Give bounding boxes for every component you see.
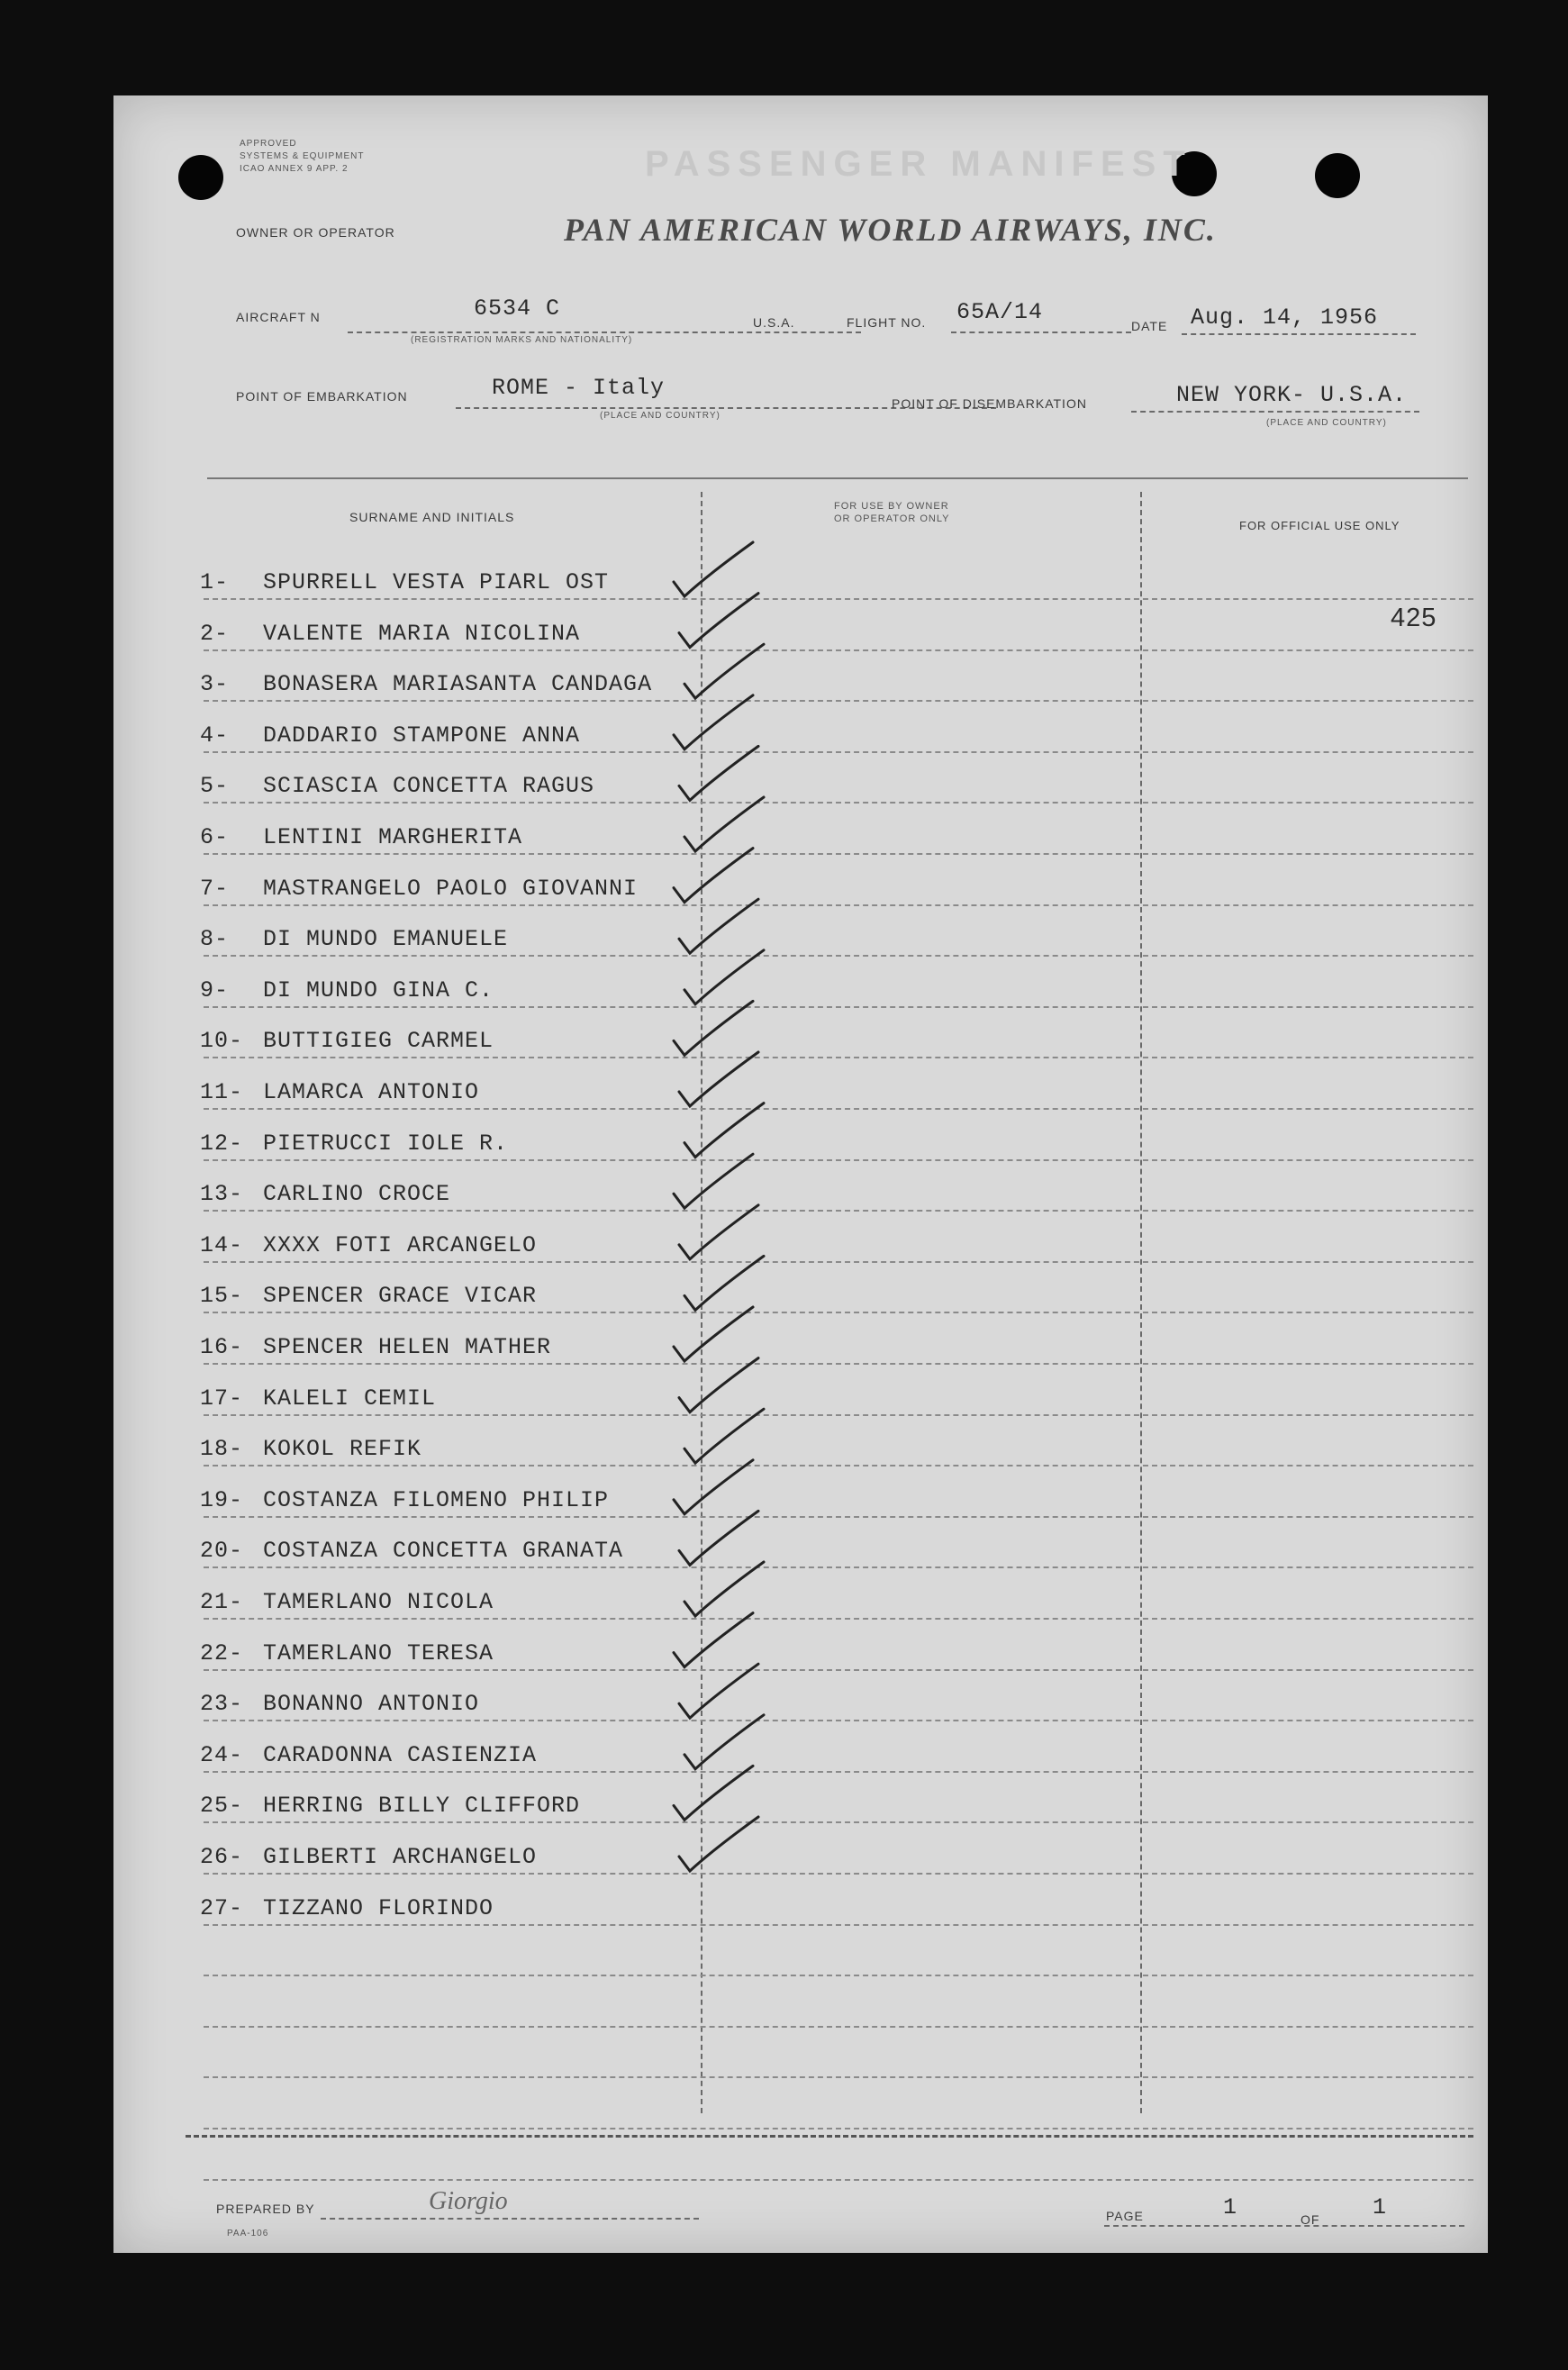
passenger-number: 26- [200,1844,244,1870]
passenger-number: 4- [200,722,230,749]
passenger-name: TAMERLANO TERESA [263,1639,494,1666]
col-owner-use-1: FOR USE BY OWNER [834,501,949,512]
prepared-label: PREPARED BY [216,2202,315,2216]
check-mark [674,1766,753,1820]
passenger-name: KOKOL REFIK [263,1436,422,1463]
check-mark [679,1358,758,1412]
passenger-number: 1- [200,569,230,595]
passenger-name: BONANNO ANTONIO [263,1691,480,1718]
passenger-name: BUTTIGIEG CARMEL [263,1028,494,1055]
passenger-number: 12- [200,1130,244,1157]
check-mark [679,746,758,800]
date-label: DATE [1131,319,1168,333]
passenger-number: 8- [200,926,230,953]
passenger-number: 18- [200,1436,244,1463]
passenger-name: PIETRUCCI IOLE R. [263,1130,509,1157]
passenger-name: TAMERLANO NICOLA [263,1589,494,1615]
aircraft-sublabel: (REGISTRATION MARKS AND NATIONALITY) [411,335,633,345]
disembark-sublabel: (PLACE AND COUNTRY) [1266,418,1387,428]
check-mark [674,1307,753,1361]
approval-stamp-1: APPROVED [240,139,297,149]
of-label: OF [1301,2212,1320,2227]
passenger-number: 15- [200,1283,244,1310]
prepared-underline [321,2218,699,2220]
handwritten-checkmarks [113,95,1488,2253]
passenger-name: GILBERTI ARCHANGELO [263,1844,538,1870]
embark-sublabel: (PLACE AND COUNTRY) [600,411,721,421]
check-mark [684,1409,764,1463]
passenger-number: 20- [200,1538,244,1565]
check-mark [684,644,764,698]
usa-label: U.S.A. [753,315,795,330]
passenger-name: XXXX FOTI ARCANGELO [263,1231,538,1258]
check-mark [674,1613,753,1667]
disembark-label: POINT OF DISEMBARKATION [892,396,1087,411]
page-label: PAGE [1106,2209,1144,2223]
official-number: 425 [1391,604,1437,632]
approval-stamp-3: ICAO ANNEX 9 APP. 2 [240,164,349,174]
passenger-number: 11- [200,1079,244,1105]
approval-stamp-2: SYSTEMS & EQUIPMENT [240,151,365,161]
passenger-number: 3- [200,671,230,698]
check-mark [674,1001,753,1055]
passenger-name: DI MUNDO GINA C. [263,976,494,1003]
passenger-name: CARADONNA CASIENZIA [263,1741,538,1768]
passenger-name: COSTANZA CONCETTA GRANATA [263,1538,624,1565]
passenger-number: 24- [200,1741,244,1768]
disembark-value: NEW YORK- U.S.A. [1176,382,1408,408]
passenger-number: 17- [200,1385,244,1412]
embark-label: POINT OF EMBARKATION [236,389,408,404]
passenger-name: KALELI CEMIL [263,1385,437,1412]
flight-value: 65A/14 [956,299,1044,325]
flight-label: FLIGHT NO. [847,315,927,330]
owner-value: PAN AMERICAN WORLD AIRWAYS, INC. [564,212,1217,248]
form-code: PAA-106 [227,2229,269,2238]
passenger-name: LAMARCA ANTONIO [263,1079,480,1105]
check-mark [679,1511,758,1565]
check-mark [679,899,758,953]
embark-value: ROME - Italy [492,375,666,401]
of-value: 1 [1373,2194,1388,2220]
check-mark [684,1715,764,1769]
passenger-number: 22- [200,1639,244,1666]
passenger-number: 6- [200,824,230,850]
passenger-name: COSTANZA FILOMENO PHILIP [263,1486,610,1513]
check-mark [684,1562,764,1616]
check-mark [679,1052,758,1106]
passenger-number: 27- [200,1894,244,1921]
passenger-name: SPENCER GRACE VICAR [263,1283,538,1310]
check-mark [674,695,753,749]
passenger-number: 14- [200,1231,244,1258]
passenger-name: HERRING BILLY CLIFFORD [263,1793,581,1820]
check-mark [684,797,764,851]
passenger-name: VALENTE MARIA NICOLINA [263,620,581,647]
check-mark [679,1664,758,1718]
manifest-sheet [113,95,1488,2253]
check-mark [684,1103,764,1158]
col-official: FOR OFFICIAL USE ONLY [1239,519,1400,532]
date-value: Aug. 14, 1956 [1191,304,1379,331]
passenger-number: 5- [200,773,230,800]
page-underline [1104,2225,1464,2227]
passenger-name: LENTINI MARGHERITA [263,824,523,850]
check-mark [674,849,753,903]
passenger-number: 9- [200,976,230,1003]
col-surname: SURNAME AND INITIALS [349,510,515,524]
check-mark [679,1205,758,1259]
passenger-number: 21- [200,1589,244,1615]
manifest-title: PASSENGER MANIFEST [645,144,1192,184]
owner-label: OWNER OR OPERATOR [236,225,395,240]
passenger-number: 19- [200,1486,244,1513]
passenger-number: 2- [200,620,230,647]
passenger-name: BONASERA MARIASANTA CANDAGA [263,671,653,698]
check-mark [684,1256,764,1310]
aircraft-label: AIRCRAFT N [236,310,321,324]
passenger-number: 13- [200,1181,244,1208]
passenger-name: CARLINO CROCE [263,1181,451,1208]
check-mark [674,1460,753,1514]
passenger-number: 23- [200,1691,244,1718]
aircraft-value: 6534 C [474,295,561,322]
page-value: 1 [1223,2194,1238,2220]
passenger-name: DADDARIO STAMPONE ANNA [263,722,581,749]
passenger-number: 25- [200,1793,244,1820]
check-mark [684,950,764,1004]
passenger-name: TIZZANO FLORINDO [263,1894,494,1921]
check-mark [674,1154,753,1208]
passenger-name: MASTRANGELO PAOLO GIOVANNI [263,875,639,902]
check-mark [679,1817,758,1871]
passenger-name: SCIASCIA CONCETTA RAGUS [263,773,595,800]
check-mark [674,542,753,596]
passenger-number: 10- [200,1028,244,1055]
passenger-number: 7- [200,875,230,902]
passenger-name: SPURRELL VESTA PIARL OST [263,569,610,595]
passenger-name: DI MUNDO EMANUELE [263,926,509,953]
passenger-name: SPENCER HELEN MATHER [263,1334,552,1360]
check-mark [679,594,758,648]
passenger-number: 16- [200,1334,244,1360]
prepared-value: Giorgio [429,2187,508,2215]
col-owner-use-2: OR OPERATOR ONLY [834,513,950,524]
